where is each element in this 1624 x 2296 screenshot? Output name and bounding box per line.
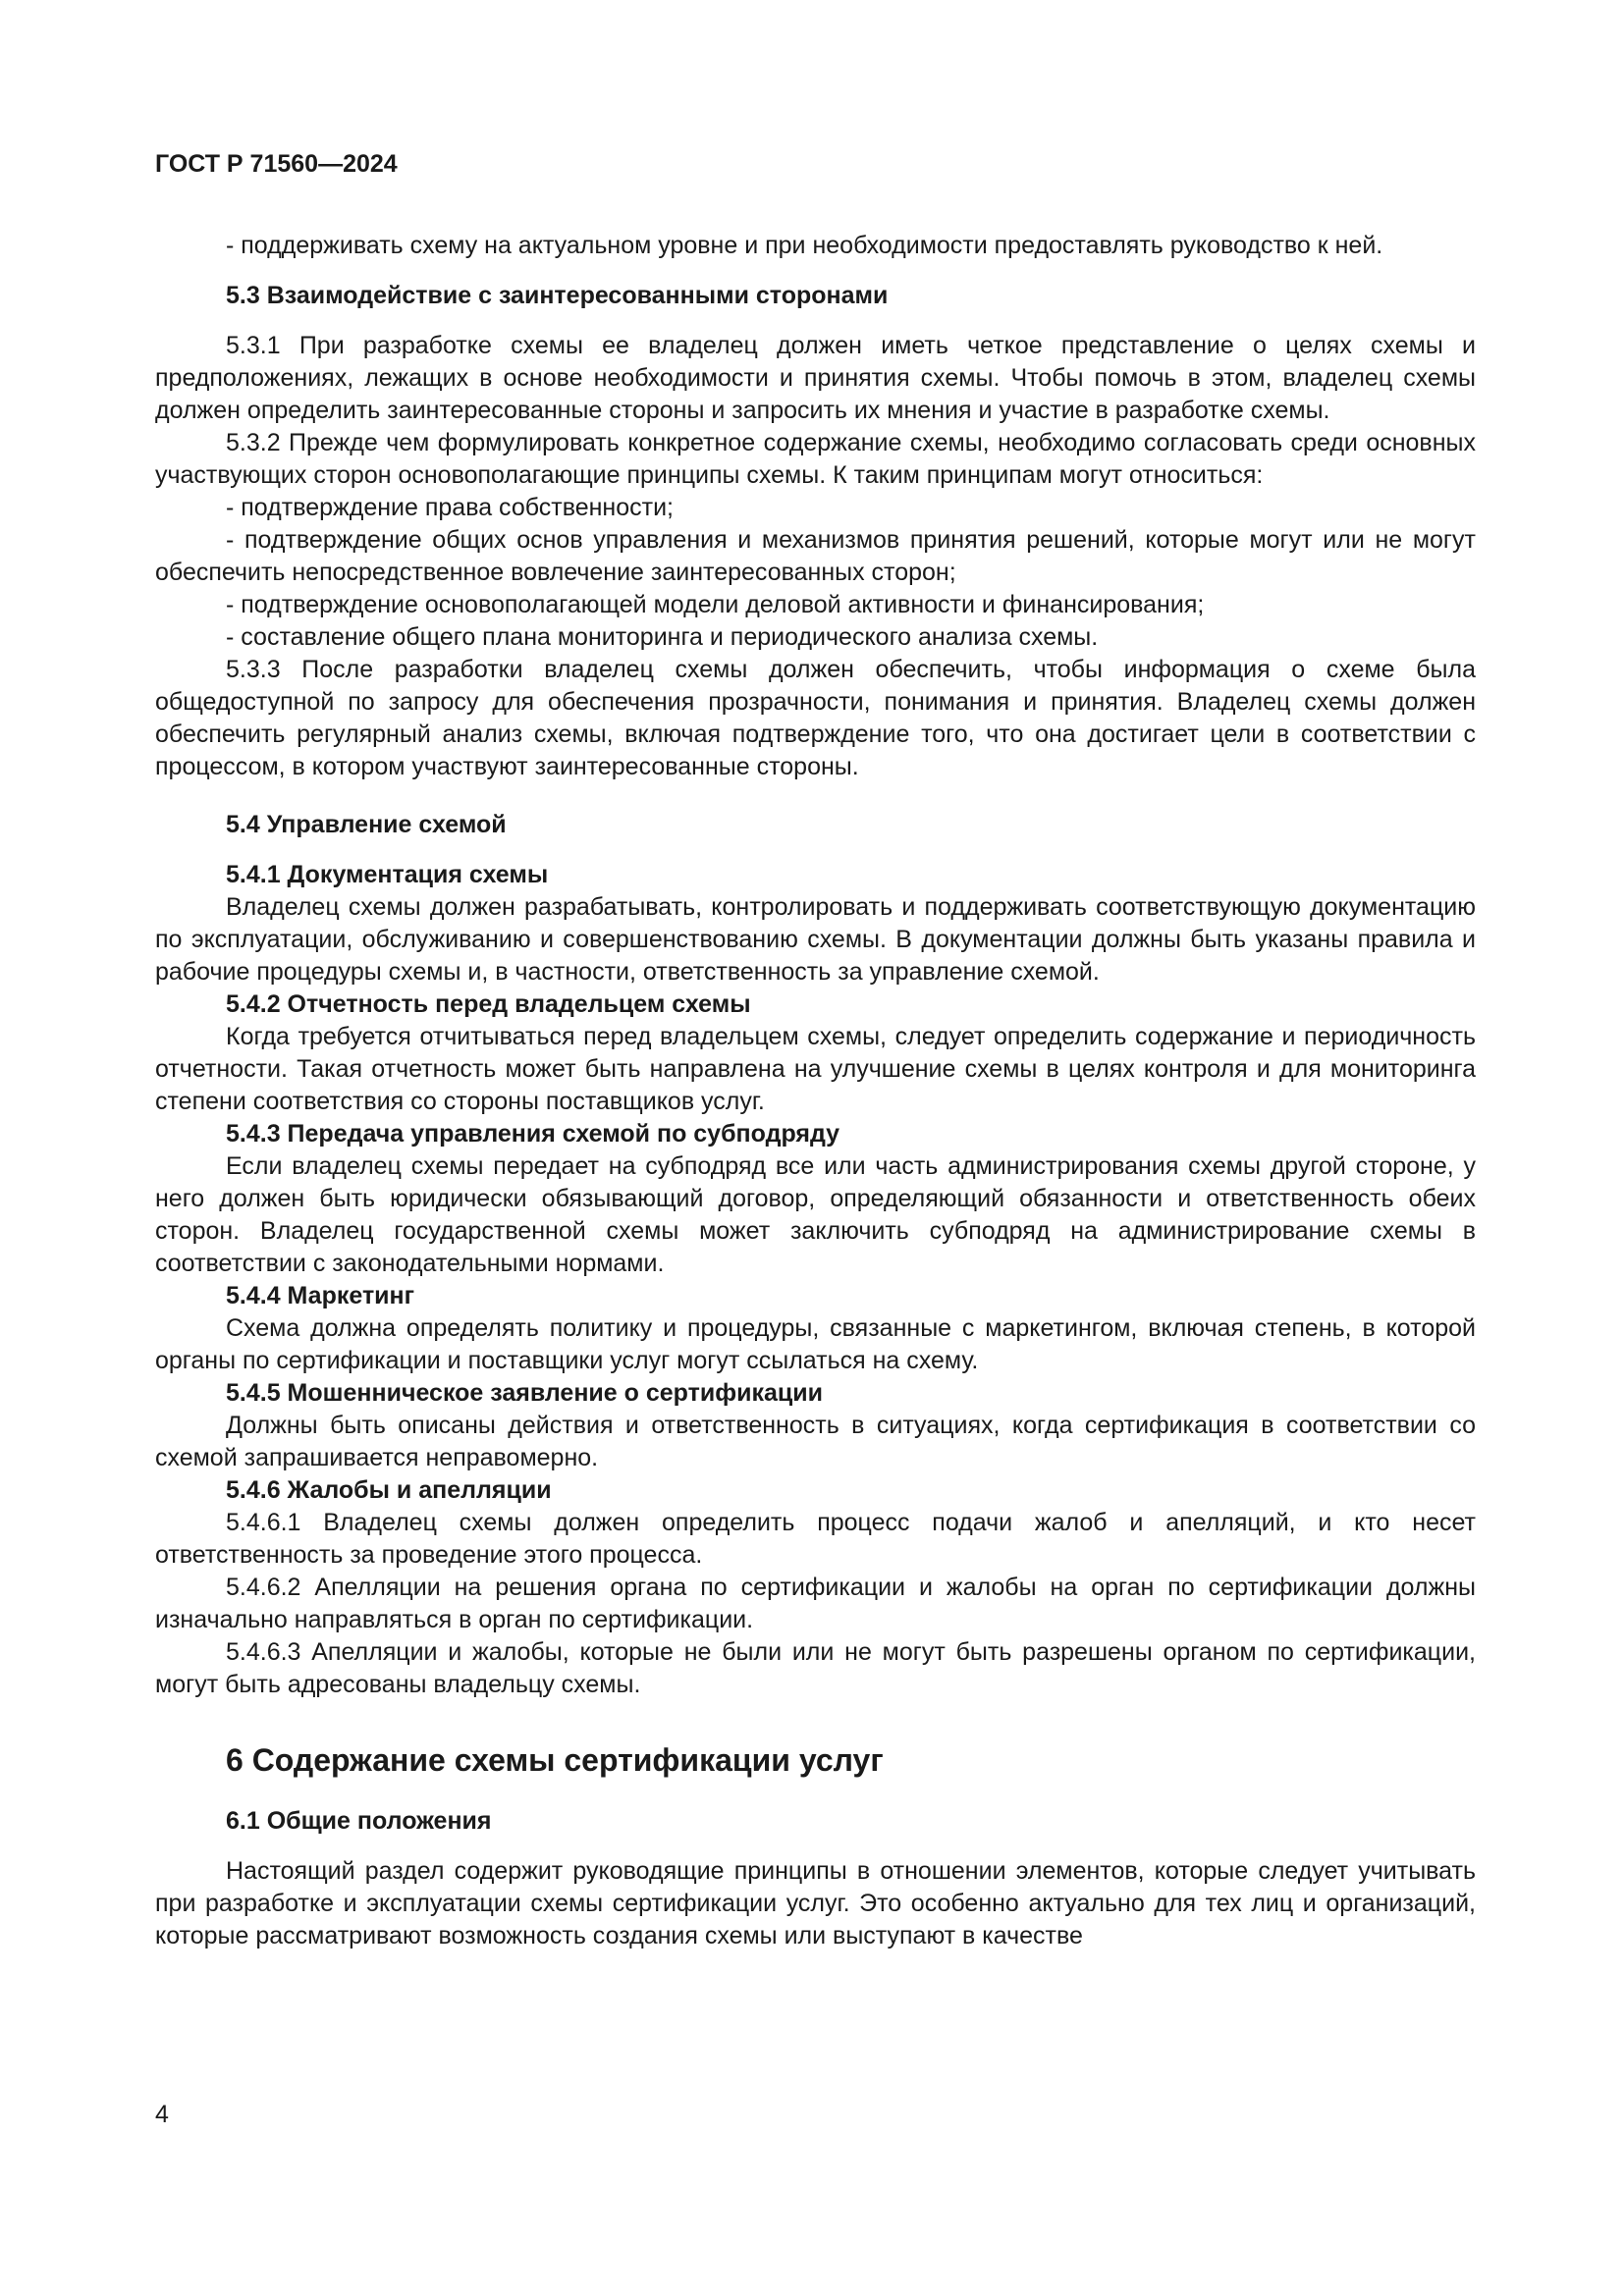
page-number: 4 <box>155 2101 169 2128</box>
paragraph-5-3-3: 5.3.3 После разработки владелец схемы должен обеспечить, чтобы информация о схеме была общедоступной по запросу для обеспечения прозрачности, понимания и принятия. Владелец схемы должен обеспечить регулярный анализ схемы, включая подтверждение того, что она достигает цели в соответствии с процессом, в котором участвуют заинтересованные стороны. <box>155 656 1476 780</box>
list-item-monitoring-plan: - составление общего плана мониторинга и периодического анализа схемы. <box>226 623 1099 651</box>
paragraph-5-4-5: Должны быть описаны действия и ответственность в ситуациях, когда сертификация в соответствии со схемой запрашивается неправомерно. <box>155 1412 1476 1471</box>
paragraph-5-4-6-1: 5.4.6.1 Владелец схемы должен определить процесс подачи жалоб и апелляций, и кто несет ответственность за проведение этого процесса. <box>155 1509 1476 1569</box>
paragraph-5-3-2: 5.3.2 Прежде чем формулировать конкретное содержание схемы, необходимо согласовать среди основных участвующих сторон основополагающие принципы схемы. К таким принципам могут относиться: <box>155 429 1476 489</box>
list-item-governance: - подтверждение общих основ управления и механизмов принятия решений, которые могут или не могут обеспечить непосредственное вовлечение заинтересованных сторон; <box>155 526 1476 586</box>
paragraph-5-4-2: Когда требуется отчитываться перед владельцем схемы, следует определить содержание и периодичность отчетности. Такая отчетность может быть направлена на улучшение схемы в целях контроля и для мониторинга степени соответствия со стороны поставщиков услуг. <box>155 1023 1476 1115</box>
heading-section-6: 6 Содержание схемы сертификации услуг <box>226 1742 884 1778</box>
heading-6-1: 6.1 Общие положения <box>226 1807 492 1835</box>
paragraph-intro: - поддерживать схему на актуальном уровне и при необходимости предоставлять руководство к ней. <box>226 232 1383 259</box>
paragraph-5-4-6-2: 5.4.6.2 Апелляции на решения органа по сертификации и жалобы на орган по сертификации должны изначально направляться в орган по сертификации. <box>155 1574 1476 1633</box>
list-item-business-model: - подтверждение основополагающей модели деловой активности и финансирования; <box>226 591 1205 618</box>
paragraph-6-1: Настоящий раздел содержит руководящие принципы в отношении элементов, которые следует учитывать при разработке и эксплуатации схемы сертификации услуг. Это особенно актуально для тех лиц и организаций, которые рассматривают возможность создания схемы или выступают в качестве <box>155 1857 1476 1949</box>
heading-5-4-2: 5.4.2 Отчетность перед владельцем схемы <box>226 990 751 1018</box>
paragraph-5-4-1: Владелец схемы должен разрабатывать, контролировать и поддерживать соответствующую документацию по эксплуатации, обслуживанию и совершенствованию схемы. В документации должны быть указаны правила и рабочие процедуры схемы и, в частности, ответственность за управление схемой. <box>155 893 1476 986</box>
paragraph-5-3-1: 5.3.1 При разработке схемы ее владелец должен иметь четкое представление о целях схемы и предположениях, лежащих в основе необходимости и принятия схемы. Чтобы помочь в этом, владелец схемы должен определить заинтересованные стороны и запросить их мнения и участие в разработке схемы. <box>155 332 1476 424</box>
heading-5-3: 5.3 Взаимодействие с заинтересованными сторонами <box>226 282 889 309</box>
heading-5-4: 5.4 Управление схемой <box>226 811 507 838</box>
heading-5-4-3: 5.4.3 Передача управления схемой по субподряду <box>226 1120 840 1148</box>
paragraph-5-4-6-3: 5.4.6.3 Апелляции и жалобы, которые не были или не могут быть разрешены органом по сертификации, могут быть адресованы владельцу схемы. <box>155 1638 1476 1698</box>
heading-5-4-5: 5.4.5 Мошенническое заявление о сертификации <box>226 1379 823 1407</box>
list-item-ownership: - подтверждение права собственности; <box>226 494 674 521</box>
paragraph-5-4-4: Схема должна определять политику и процедуры, связанные с маркетингом, включая степень, в которой органы по сертификации и поставщики услуг могут ссылаться на схему. <box>155 1314 1476 1374</box>
heading-5-4-4: 5.4.4 Маркетинг <box>226 1282 415 1309</box>
heading-5-4-1: 5.4.1 Документация схемы <box>226 861 549 888</box>
document-page <box>155 147 1476 1952</box>
heading-5-4-6: 5.4.6 Жалобы и апелляции <box>226 1476 552 1504</box>
paragraph-5-4-3: Если владелец схемы передает на субподряд все или часть администрирования схемы другой стороне, у него должен быть юридически обязывающий договор, определяющий обязанности и ответственность обеих сторон. Владелец государственной схемы может заключить субподряд на администрирование схемы в соответствии с законодательными нормами. <box>155 1152 1476 1277</box>
document-code-header: ГОСТ Р 71560—2024 <box>155 150 398 178</box>
